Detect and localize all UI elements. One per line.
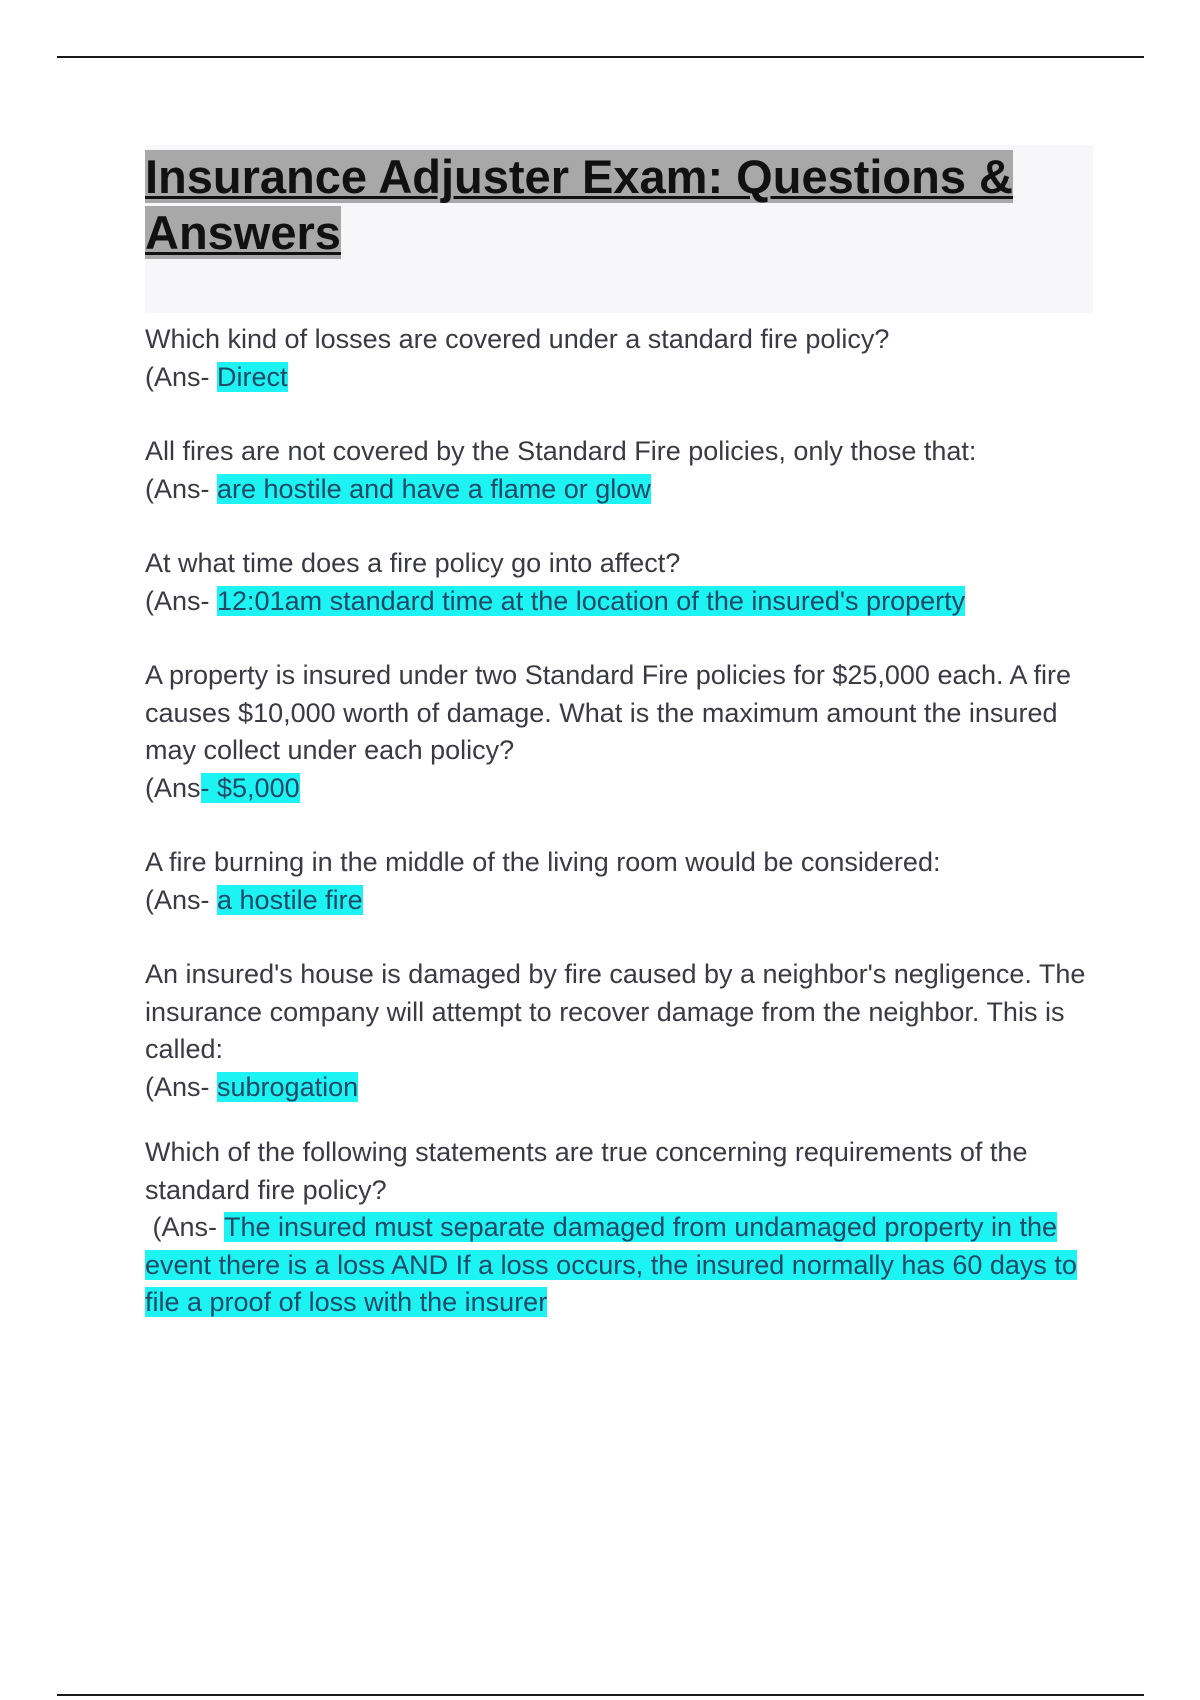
top-rule (57, 56, 1144, 58)
answer-prefix: (Ans- (145, 473, 218, 504)
page-title: Insurance Adjuster Exam: Questions & Answers (145, 150, 1013, 259)
question-text: At what time does a fire policy go into affect? (145, 548, 681, 578)
question-text: Which kind of losses are covered under a standard fire policy? (145, 324, 890, 354)
answer-highlight: The insured must separate damaged from undamaged property in the event there is a loss AND If a loss occurs, the insured normally has 60 days to file a proof of loss with the insurer (145, 1212, 1077, 1317)
question-text: Which of the following statements are true concerning requirements of the standard fire policy? (145, 1137, 1028, 1205)
answer-highlight: are hostile and have a flame or glow (217, 473, 651, 504)
answer-highlight: subrogation (217, 1071, 359, 1102)
document-body (145, 145, 1095, 1322)
answer-prefix: (Ans- (145, 585, 218, 616)
answer-line (145, 359, 1095, 397)
question-text: A property is insured under two Standard Fire policies for $25,000 each. A fire causes $10,000 worth of damage. What is the maximum amount the insured may collect under each policy? (145, 660, 1072, 765)
qa-item (145, 657, 1095, 807)
answer-highlight: Direct (217, 361, 288, 392)
qa-item (145, 433, 1095, 508)
answer-prefix: (Ans- (145, 884, 218, 915)
question-text: A fire burning in the middle of the living room would be considered: (145, 847, 941, 877)
qa-item (145, 956, 1095, 1106)
answer-highlight: 12:01am standard time at the location of the insured's property (217, 585, 966, 616)
qa-item (145, 1134, 1095, 1322)
answer-prefix: (Ans- (145, 361, 218, 392)
answer-line (145, 882, 1095, 920)
bottom-rule (57, 1694, 1144, 1696)
qa-item (145, 844, 1095, 919)
title-block (145, 145, 1093, 313)
qa-item (145, 545, 1095, 620)
answer-highlight: - $5,000 (200, 772, 300, 803)
answer-highlight: a hostile fire (217, 884, 363, 915)
qa-item (145, 321, 1095, 396)
answer-prefix: (Ans- (145, 1071, 218, 1102)
question-text: An insured's house is damaged by fire caused by a neighbor's negligence. The insurance company will attempt to recover damage from the neighbor. This is called: (145, 959, 1086, 1064)
answer-line (145, 770, 1095, 808)
answer-prefix: (Ans- (145, 1212, 225, 1242)
question-text: All fires are not covered by the Standard Fire policies, only those that: (145, 436, 977, 466)
answer-prefix: (Ans (145, 772, 201, 803)
answer-line (145, 1212, 1077, 1317)
answer-line (145, 583, 1095, 621)
answer-line (145, 1069, 1095, 1107)
answer-line (145, 471, 1095, 509)
